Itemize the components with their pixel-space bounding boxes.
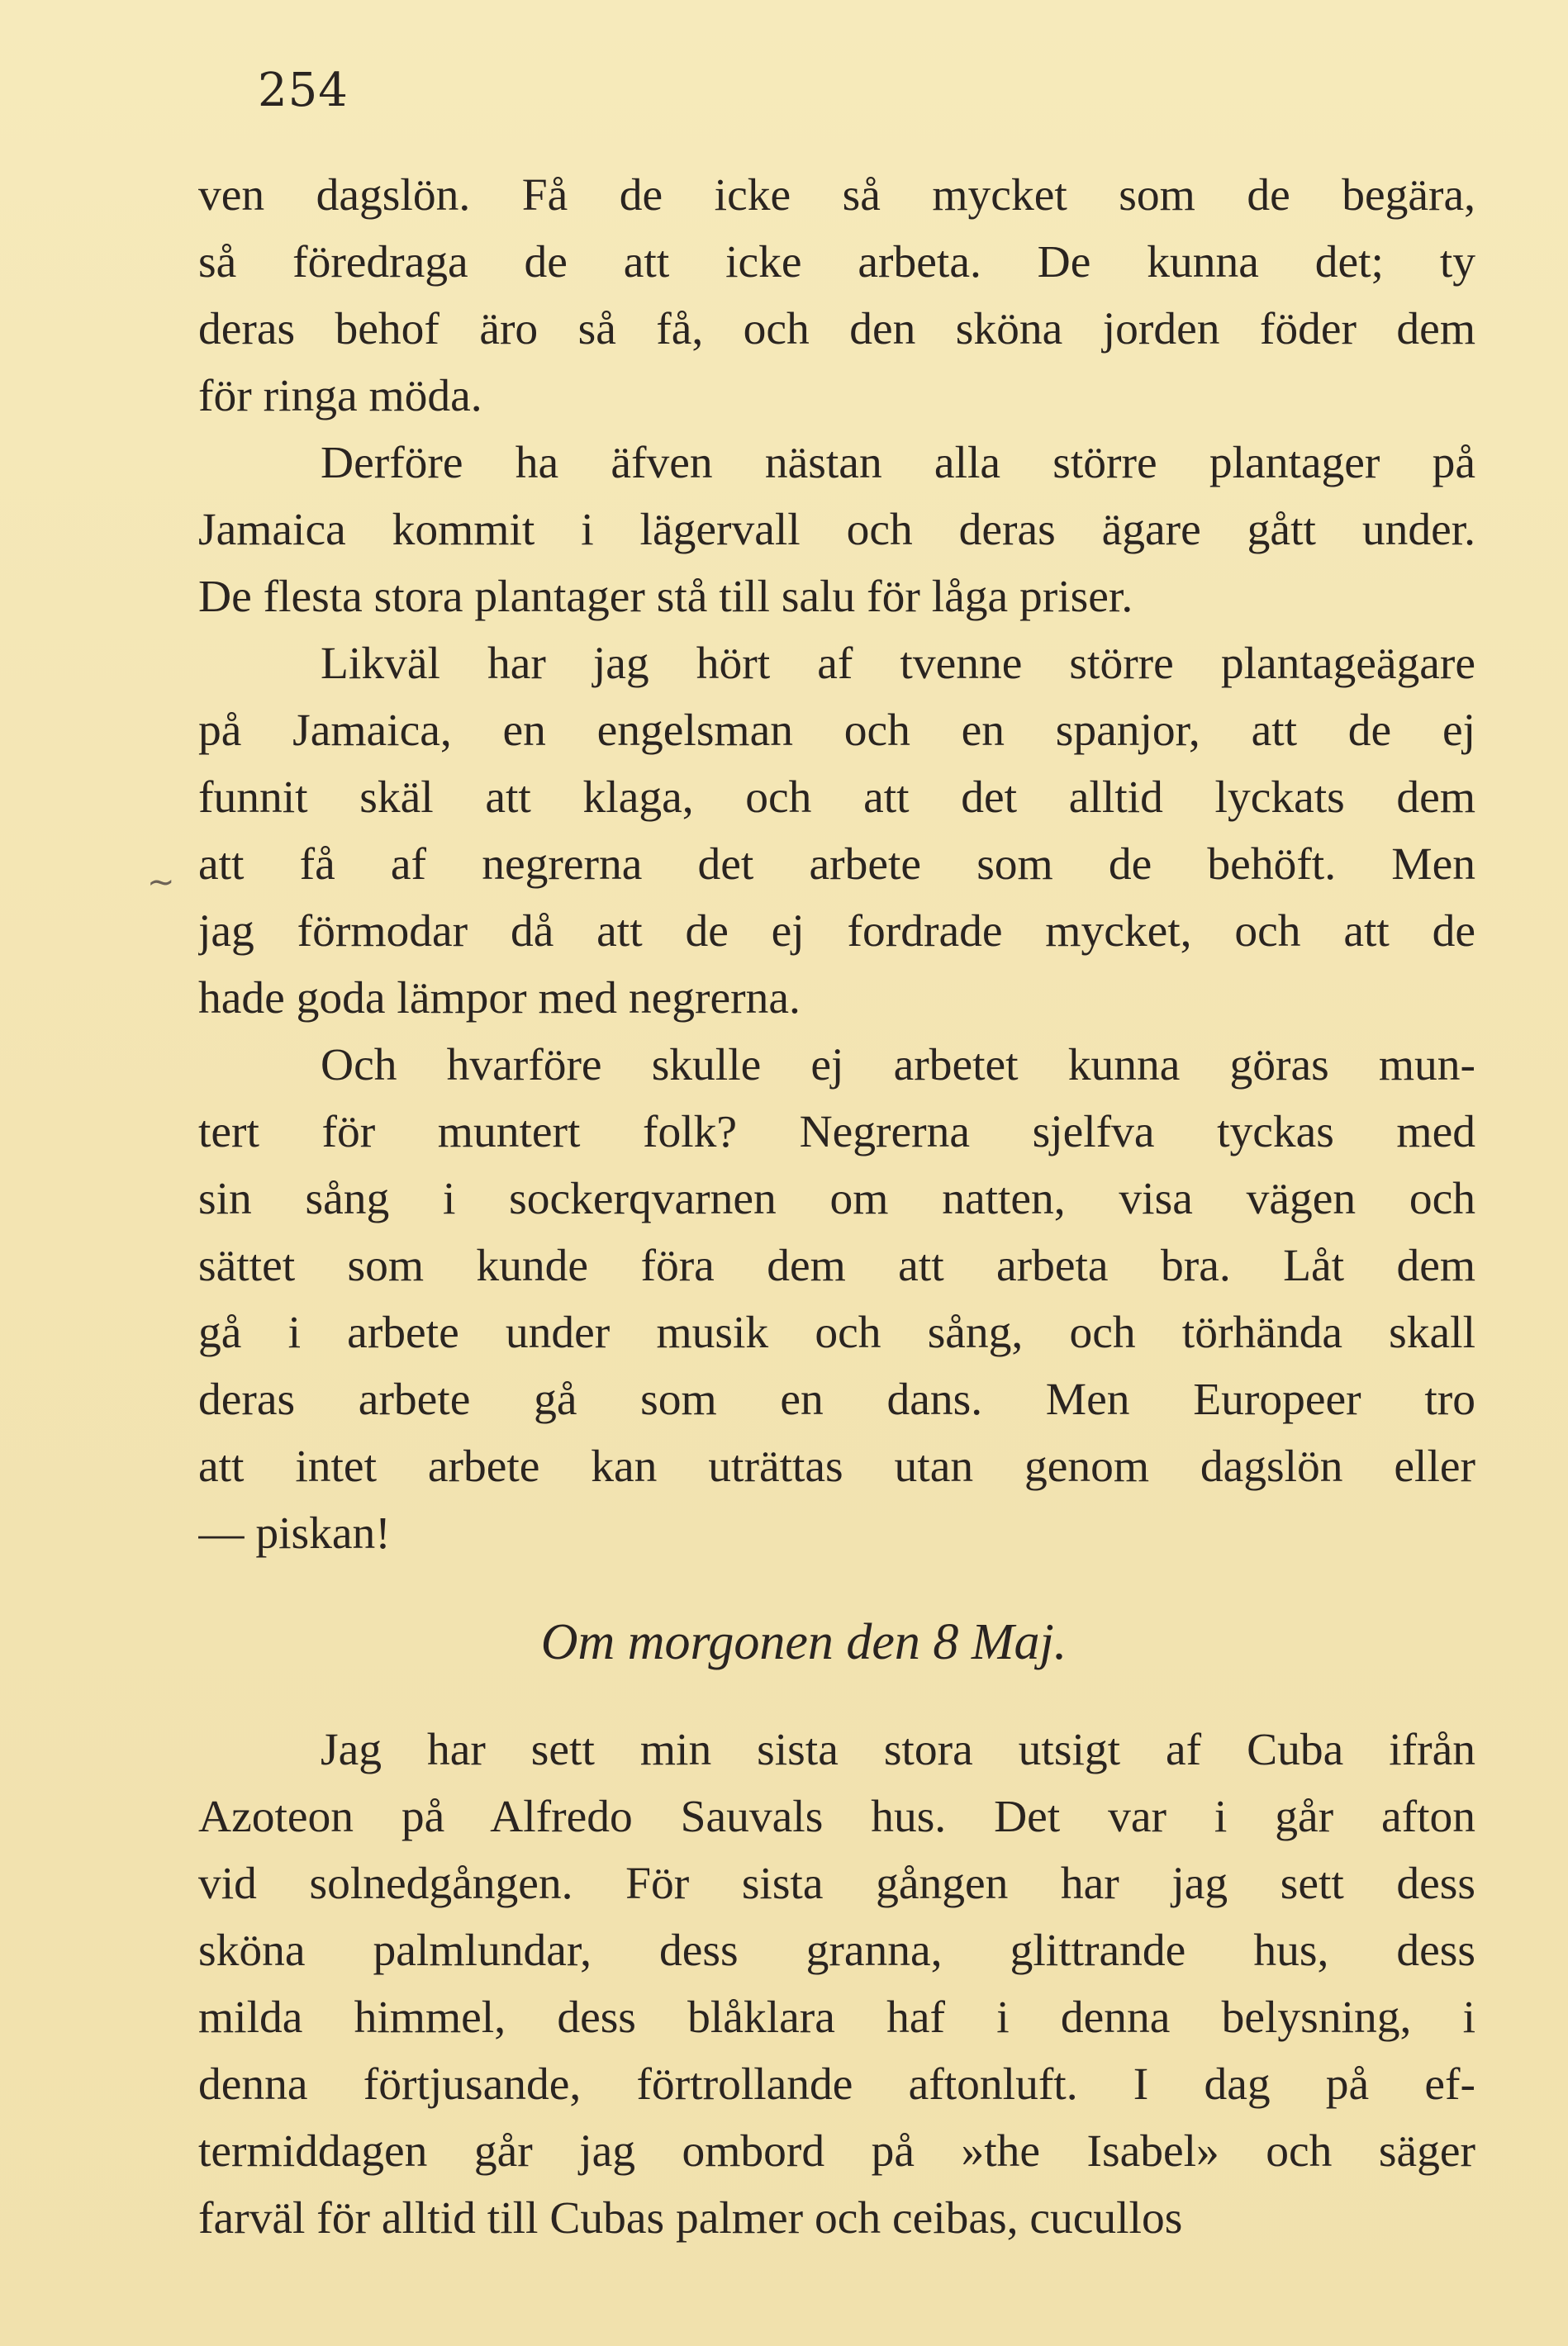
- text-line: gå i arbete under musik och sång, och törhända skall: [198, 1308, 1475, 1358]
- text-line: funnit skäl att klaga, och att det alltid lyckats dem: [198, 772, 1475, 823]
- paragraph: [198, 1717, 1475, 2252]
- text-line: Jag har sett min sista stora utsigt af Cuba ifrån: [321, 1725, 1475, 1775]
- paragraph: [198, 162, 1475, 430]
- text-line: — piskan!: [198, 1508, 391, 1559]
- text-line: De flesta stora plantager stå till salu för låga priser.: [198, 572, 1133, 622]
- text-line: farväl för alltid till Cubas palmer och ceibas, cucullos: [198, 2193, 1183, 2244]
- text-line: för ringa möda.: [198, 371, 482, 421]
- text-line: Jamaica kommit i lägervall och deras ägare gått under.: [198, 505, 1475, 555]
- text-line: Azoteon på Alfredo Sauvals hus. Det var i går afton: [198, 1792, 1475, 1842]
- body-text-bottom: [198, 1717, 1475, 2252]
- section-heading: Om morgonen den 8 Maj.: [540, 1614, 1067, 1670]
- paragraph: [198, 430, 1475, 630]
- text-line: sin sång i sockerqvarnen om natten, visa vägen och: [198, 1174, 1475, 1224]
- paragraph: [198, 630, 1475, 1032]
- text-line: Och hvarföre skulle ej arbetet kunna göras mun-: [321, 1040, 1475, 1090]
- text-line: Likväl har jag hört af tvenne större plantageägare: [321, 639, 1475, 689]
- text-line: Derföre ha äfven nästan alla större plantager på: [321, 438, 1475, 488]
- text-line: på Jamaica, en engelsman och en spanjor, att de ej: [198, 705, 1475, 756]
- text-line: så föredraga de att icke arbeta. De kunna det; ty: [198, 237, 1475, 287]
- text-line: sköna palmlundar, dess granna, glittrande hus, dess: [198, 1926, 1475, 1976]
- text-line: tert för muntert folk? Negrerna sjelfva tyckas med: [198, 1107, 1475, 1157]
- text-line: milda himmel, dess blåklara haf i denna belysning, i: [198, 1992, 1475, 2043]
- paragraph: [198, 1032, 1475, 1567]
- text-line: deras behof äro så få, och den sköna jorden föder dem: [198, 304, 1475, 354]
- text-line: att få af negrerna det arbete som de behöft. Men: [198, 839, 1475, 890]
- text-line: sättet som kunde föra dem att arbeta bra. Låt dem: [198, 1241, 1475, 1291]
- text-line: ven dagslön. Få de icke så mycket som de begära,: [198, 170, 1475, 221]
- text-line: jag förmodar då att de ej fordrade mycket, och att de: [198, 906, 1475, 957]
- text-line: vid solnedgången. För sista gången har jag sett dess: [198, 1859, 1475, 1909]
- page-number: 254: [258, 64, 349, 117]
- text-line: denna förtjusande, förtrollande aftonluft. I dag på ef-: [198, 2059, 1475, 2110]
- margin-mark: ~: [147, 863, 175, 901]
- text-line: hade goda lämpor med negrerna.: [198, 973, 801, 1023]
- text-line: att intet arbete kan uträttas utan genom dagslön eller: [198, 1441, 1475, 1492]
- body-text-top: [198, 162, 1475, 1567]
- text-line: termiddagen går jag ombord på »the Isabel» och säger: [198, 2126, 1475, 2177]
- text-line: deras arbete gå som en dans. Men Europeer tro: [198, 1375, 1475, 1425]
